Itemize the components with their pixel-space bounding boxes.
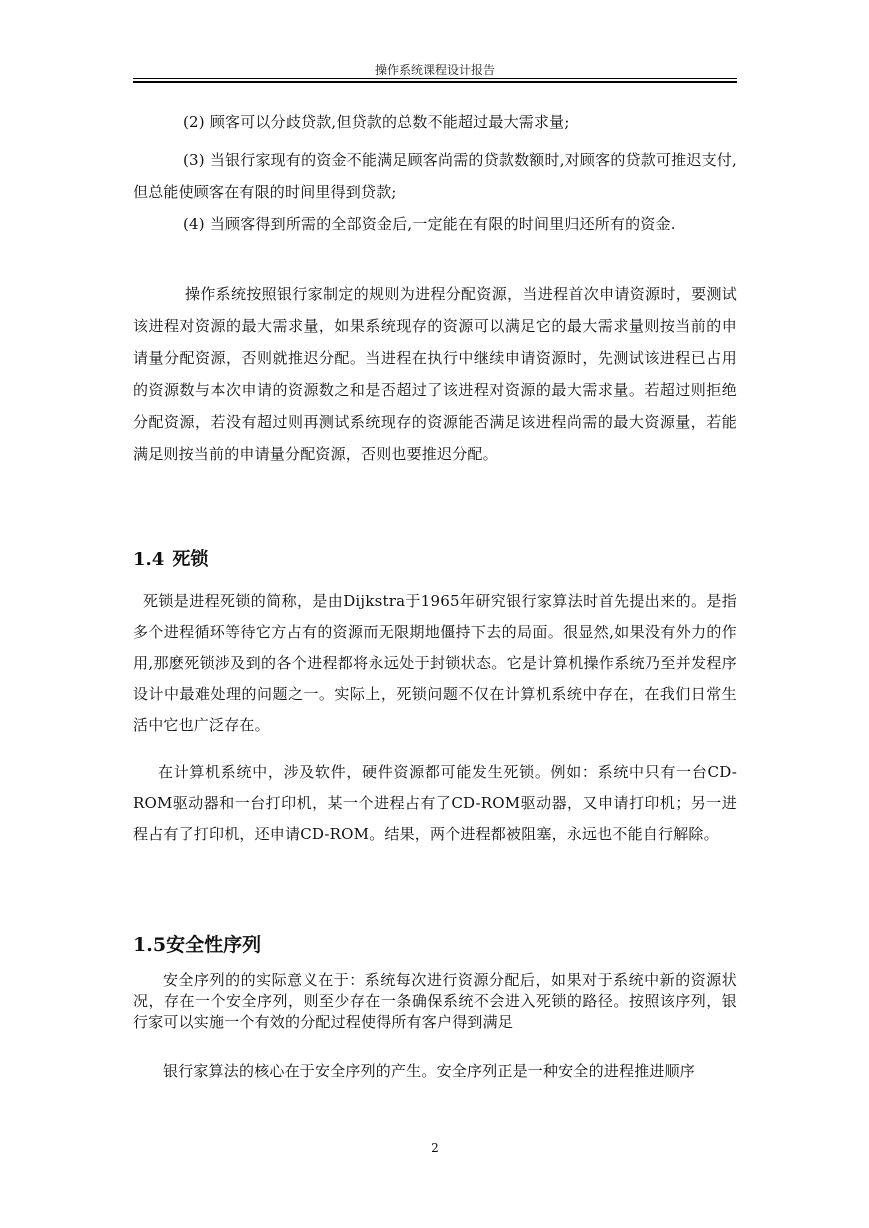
page-header: 操作系统课程设计报告 [374, 63, 495, 77]
section-heading-safe-sequence [133, 933, 261, 957]
allocation-paragraph: 操作系统按照银行家制定的规则为进程分配资源，当进程首次申请资源时，要测试该进程对资源的最大需求量，如果系统现存的资源可以满足它的最大需求量则按当前的申请量分配资源，否则就推迟分配。当进程在执行中继续申请资源时，先测试该进程已占用的资源数与本次申请的资源数之和是否超过了该进程对资源的最大需求量。若超过则拒绝分配资源，若没有超过则再测试系统现存的资源能否满足该进程尚需的最大资源量，若能满足则按当前的申请量分配资源，否则也要推迟分配。 [133, 285, 737, 463]
list-item-2: (2) 顾客可以分歧贷款,但贷款的总数不能超过最大需求量; [183, 113, 570, 131]
safe-sequence-paragraph-1: 安全序列的的实际意义在于：系统每次进行资源分配后，如果对于系统中新的资源状况，存在一个安全序列，则至少存在一条确保系统不会进入死锁的路径。按照该序列，银行家可以实施一个有效的分配过程使得所有客户得到满足 [133, 971, 737, 1031]
header-rule-thin [133, 78, 737, 79]
page-number: 2 [431, 1141, 439, 1155]
section-title: 死锁 [172, 549, 209, 570]
list-item-4: (4) 当顾客得到所需的全部资金后,一定能在有限的时间里归还所有的资金. [183, 215, 676, 233]
list-item-3: (3) 当银行家现有的资金不能满足顾客尚需的贷款数额时,对顾客的贷款可推迟支付,但总能使顾客在有限的时间里得到贷款; [133, 151, 737, 201]
deadlock-paragraph-2: 在计算机系统中，涉及软件，硬件资源都可能发生死锁。例如：系统中只有一台CD-ROM驱动器和一台打印机，某一个进程占有了CD-ROM驱动器，又申请打印机；另一进程占有了打印机，还申请CD-ROM。结果，两个进程都被阻塞，永远也不能自行解除。 [133, 763, 737, 843]
section-title: 安全性序列 [166, 934, 262, 956]
header-rule-thick [133, 81, 737, 83]
deadlock-paragraph-1: 死锁是进程死锁的简称，是由Dijkstra于1965年研究银行家算法时首先提出来的。是指多个进程循环等待它方占有的资源而无限期地僵持下去的局面。很显然,如果没有外力的作用,那麽死锁涉及到的各个进程都将永远处于封锁状态。它是计算机操作系统乃至并发程序设计中最难处理的问题之一。实际上，死锁问题不仅在计算机系统中存在，在我们日常生活中它也广泛存在。 [133, 592, 737, 734]
safe-sequence-paragraph-2: 银行家算法的核心在于安全序列的产生。安全序列正是一种安全的进程推进顺序 [163, 1062, 696, 1080]
section-number: 1.5 [133, 934, 167, 956]
section-heading-deadlock [133, 548, 208, 572]
section-number: 1.4 [133, 549, 165, 570]
